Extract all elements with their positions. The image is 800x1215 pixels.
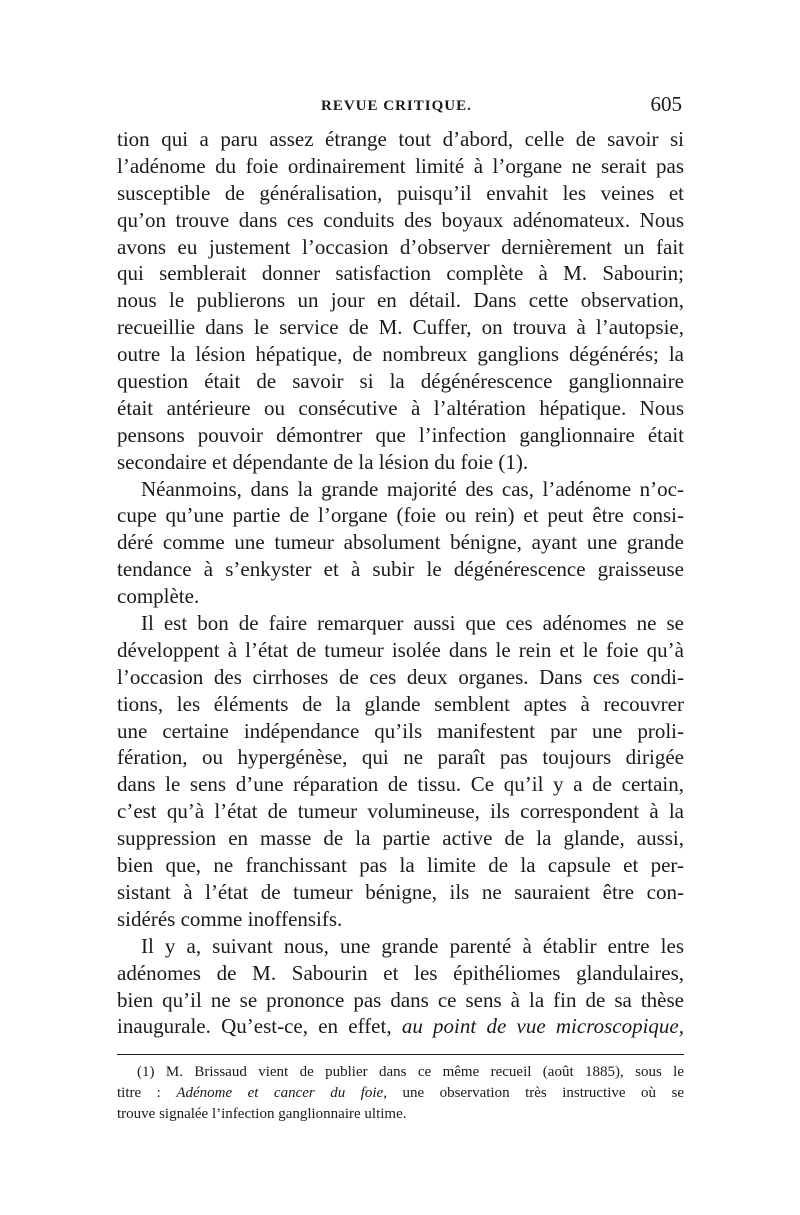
text-line: Il est bon de faire remarquer aussi que ces adénomes ne se — [141, 611, 684, 636]
text-line: nous le publierons un jour en détail. Dans cette observation, — [117, 288, 684, 313]
footnote-rule — [117, 1054, 684, 1055]
footnote-line: trouve signalée l’infection ganglionnaire ultime. — [117, 1106, 407, 1122]
text-line: complète. — [117, 584, 200, 609]
running-title: REVUE CRITIQUE. — [321, 98, 472, 114]
text-line: tendance à s’enkyster et à subir le dégénérescence graisseuse — [117, 557, 684, 582]
text-line: recueillie dans le service de M. Cuffer, on trouva à l’autopsie, — [117, 315, 684, 340]
text-line: sistant à l’état de tumeur bénigne, ils ne sauraient être con- — [117, 879, 684, 904]
text-line: susceptible de généralisation, puisqu’il envahit les veines et — [117, 180, 684, 205]
footnote-italic-title: Adénome et cancer du foie, — [176, 1085, 387, 1101]
body-text — [117, 126, 684, 1040]
text-line: pensons pouvoir démontrer que l’infection ganglionnaire était — [117, 422, 684, 447]
text-line: suppression en masse de la partie active de la glande, aussi, — [117, 826, 684, 851]
text-line: avons eu justement l’occasion d’observer dernièrement un fait — [117, 234, 684, 259]
text-line: fération, ou hypergénèse, qui ne paraît pas toujours dirigée — [117, 745, 684, 770]
text-line: l’occasion des cirrhoses de ces deux organes. Dans ces condi- — [117, 664, 684, 689]
text-line: qu’on trouve dans ces conduits des boyaux adénomateux. Nous — [117, 207, 684, 232]
page-number: 605 — [650, 92, 682, 116]
text-line: déré comme une tumeur absolument bénigne, ayant une grande — [117, 530, 684, 555]
text-line: outre la lésion hépatique, de nombreux ganglions dégénérés; la — [117, 342, 684, 367]
footnote — [117, 1062, 684, 1125]
page-header — [117, 92, 684, 122]
text-line: bien qu’il ne se prononce pas dans ce sens à la fin de sa thèse — [117, 987, 684, 1012]
text-line: cupe qu’une partie de l’organe (foie ou rein) et peut être consi- — [117, 503, 684, 528]
text-line: développent à l’état de tumeur isolée dans le rein et le foie qu’à — [117, 637, 684, 662]
footnote-segment: une observation très instructive où se — [402, 1085, 684, 1101]
text-line: qui semblerait donner satisfaction complète à M. Sabourin; — [117, 261, 684, 286]
text-line: était antérieure ou consécutive à l’altération hépatique. Nous — [117, 395, 684, 420]
text-line: adénomes de M. Sabourin et les épithéliomes glandulaires, — [117, 960, 684, 985]
text-line: tions, les éléments de la glande semblent aptes à recouvrer — [117, 691, 684, 716]
italic-phrase: au point de vue microscopique, — [401, 1014, 684, 1039]
text-line: dans le sens d’une réparation de tissu. Ce qu’il y a de certain, — [117, 772, 684, 797]
book-page — [117, 0, 684, 1215]
text-line: l’adénome du foie ordinairement limité à l’organe ne serait pas — [117, 153, 684, 178]
text-line-final — [117, 1013, 684, 1040]
text-line: Il y a, suivant nous, une grande parenté à établir entre les — [141, 933, 684, 958]
text-line: c’est qu’à l’état de tumeur volumineuse, ils correspondent à la — [117, 799, 684, 824]
text-line: tion qui a paru assez étrange tout d’abord, celle de savoir si — [117, 127, 684, 151]
text-line: Néanmoins, dans la grande majorité des cas, l’adénome n’oc- — [141, 476, 684, 501]
footnote-segment: titre : — [117, 1085, 161, 1101]
text-segment: inaugurale. Qu’est-ce, en effet, — [117, 1014, 392, 1039]
text-line: sidérés comme inoffensifs. — [117, 906, 343, 931]
text-line: secondaire et dépendante de la lésion du foie (1). — [117, 449, 529, 474]
text-line: une certaine indépendance qu’ils manifestent par une proli- — [117, 718, 684, 743]
footnote-line: (1) M. Brissaud vient de publier dans ce même recueil (août 1885), sous le — [137, 1064, 684, 1080]
footnote-line — [117, 1083, 684, 1104]
text-line: bien que, ne franchissant pas la limite de la capsule et per- — [117, 853, 684, 878]
text-line: question était de savoir si la dégénérescence ganglionnaire — [117, 369, 684, 394]
